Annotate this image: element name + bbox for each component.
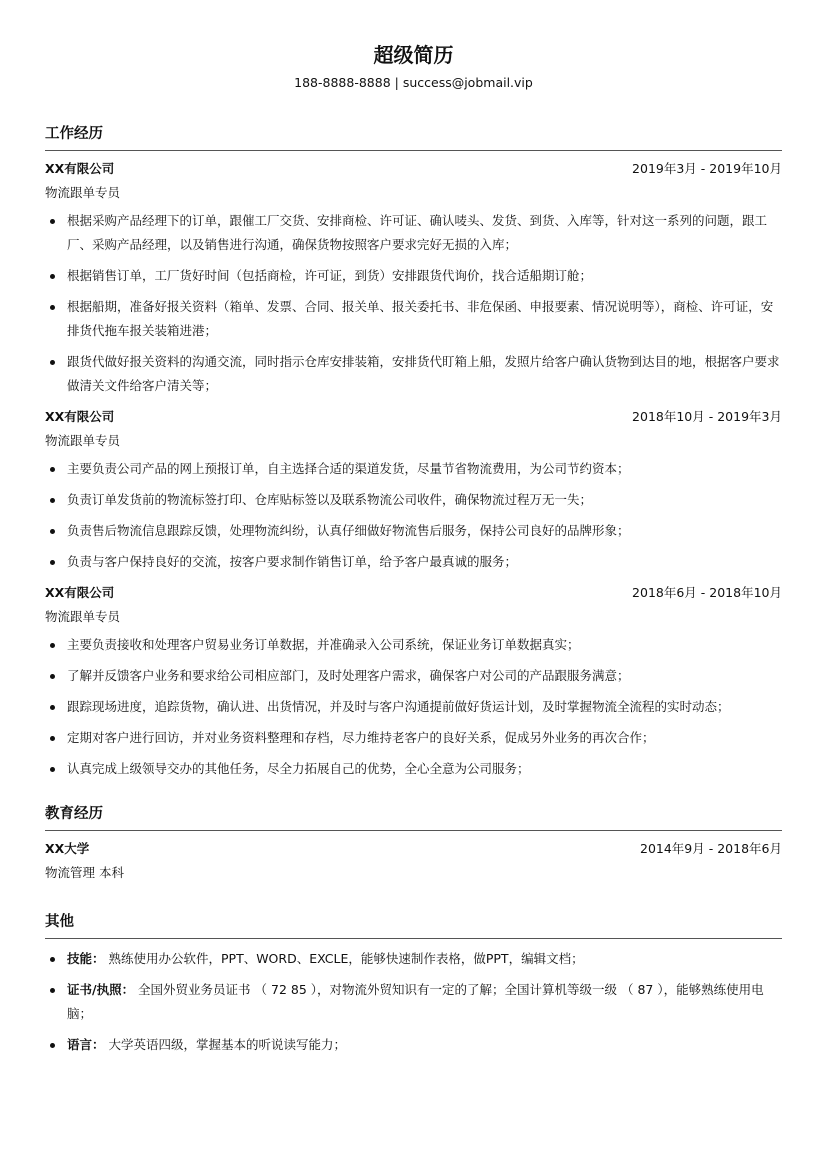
job-date: 2019年3月 - 2019年10月 (632, 161, 782, 176)
resume-name: 超级简历 (373, 43, 454, 67)
other-item (45, 947, 782, 971)
other-text: 全国外贸业务员证书 （ 72 85 ），对物流外贸知识有一定的了解；全国计算机等级一级 （ 87 ），能够熟练使用电脑； (67, 982, 764, 1021)
bullet-item: 主要负责公司产品的网上预报订单，自主选择合适的渠道发货，尽量节省物流费用，为公司节约资本； (45, 457, 782, 481)
section-title: 教育经历 (45, 803, 782, 831)
other-label: 技能： (67, 951, 105, 966)
job-header (45, 581, 782, 605)
other-label: 证书/执照： (67, 982, 135, 997)
bullet-item: 负责订单发货前的物流标签打印、仓库贴标签以及联系物流公司收件，确保物流过程万无一失； (45, 488, 782, 512)
job-entry (45, 157, 782, 398)
work-section (45, 123, 782, 781)
education-date: 2014年9月 - 2018年6月 (640, 841, 782, 856)
school-name: XX大学 (45, 841, 90, 856)
bullet-item: 了解并反馈客户业务和要求给公司相应部门，及时处理客户需求，确保客户对公司的产品跟服务满意； (45, 664, 782, 688)
bullet-item: 负责售后物流信息跟踪反馈，处理物流纠纷，认真仔细做好物流售后服务，保持公司良好的品牌形象； (45, 519, 782, 543)
bullet-item: 负责与客户保持良好的交流，按客户要求制作销售订单，给予客户最真诚的服务； (45, 550, 782, 574)
bullet-item: 根据船期，准备好报关资料（箱单、发票、合同、报关单、报关委托书、非危保函、申报要素、情况说明等），商检、许可证，安排货代拖车报关装箱进港； (45, 295, 782, 343)
bullet-item: 根据采购产品经理下的订单，跟催工厂交货、安排商检、许可证、确认唛头、发货、到货、入库等，针对这一系列的问题，跟工厂、采购产品经理，以及销售进行沟通，确保货物按照客户要求完好无损的入库； (45, 209, 782, 257)
bullet-item: 跟踪现场进度，追踪货物，确认进、出货情况，并及时与客户沟通提前做好货运计划，及时掌握物流全流程的实时动态； (45, 695, 782, 719)
bullet-item: 定期对客户进行回访，并对业务资料整理和存档，尽力维持老客户的良好关系，促成另外业务的再次合作； (45, 726, 782, 750)
education-row (45, 837, 782, 861)
company-name: XX有限公司 (45, 585, 115, 600)
other-text: 大学英语四级，掌握基本的听说读写能力； (104, 1037, 346, 1052)
major: 物流管理 本科 (45, 865, 124, 880)
job-date: 2018年10月 - 2019年3月 (632, 409, 782, 424)
other-item (45, 978, 782, 1026)
section-title: 工作经历 (45, 123, 782, 151)
job-bullets (45, 457, 782, 574)
bullet-item: 主要负责接收和处理客户贸易业务订单数据，并准确录入公司系统，保证业务订单数据真实； (45, 633, 782, 657)
contact-info: 188-8888-8888 | success@jobmail.vip (294, 75, 533, 90)
job-entry (45, 581, 782, 781)
resume (45, 40, 782, 1064)
job-role: 物流跟单专员 (45, 185, 121, 200)
other-label: 语言： (67, 1037, 105, 1052)
other-item (45, 1033, 782, 1057)
job-bullets (45, 633, 782, 781)
job-date: 2018年6月 - 2018年10月 (632, 585, 782, 600)
other-text: 熟练使用办公软件，PPT、WORD、EXCLE，能够快速制作表格，做PPT，编辑文档； (104, 951, 584, 966)
bullet-item: 根据销售订单，工厂货好时间（包括商检，许可证，到货）安排跟货代询价，找合适船期订舱； (45, 264, 782, 288)
other-section (45, 911, 782, 1057)
company-name: XX有限公司 (45, 409, 115, 424)
job-header (45, 405, 782, 429)
education-section (45, 803, 782, 885)
job-role: 物流跟单专员 (45, 433, 121, 448)
bullet-item: 认真完成上级领导交办的其他任务，尽全力拓展自己的优势，全心全意为公司服务； (45, 757, 782, 781)
job-entry (45, 405, 782, 574)
job-bullets (45, 209, 782, 398)
bullet-item: 跟货代做好报关资料的沟通交流，同时指示仓库安排装箱，安排货代盯箱上船，发照片给客户确认货物到达目的地，根据客户要求做清关文件给客户清关等； (45, 350, 782, 398)
job-role: 物流跟单专员 (45, 609, 121, 624)
company-name: XX有限公司 (45, 161, 115, 176)
section-title: 其他 (45, 911, 782, 939)
job-header (45, 157, 782, 181)
